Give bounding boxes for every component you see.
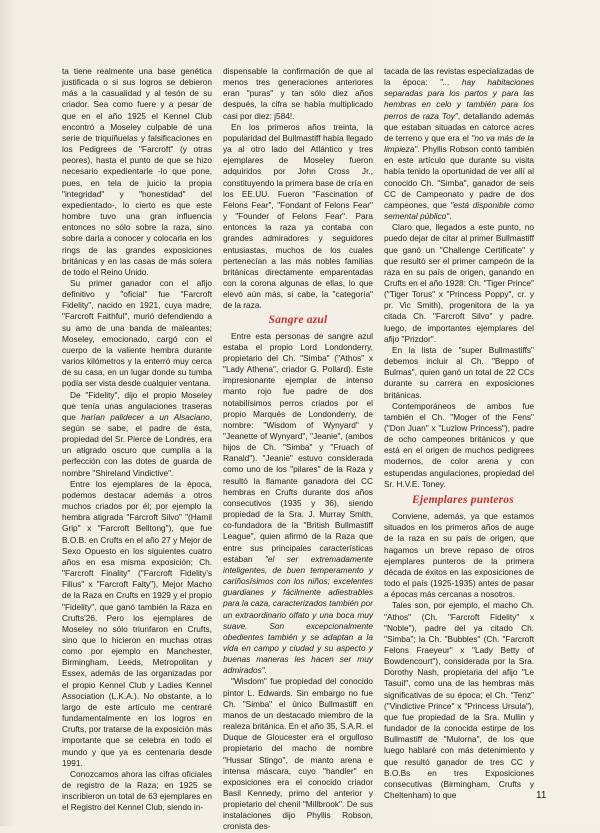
paragraph-text: , detallando además que estaban situadas en catorce acres de terreno y que era el [384,110,534,143]
paragraph: "Wisdom" fue propiedad del conocido pintor L. Edwards. Sin embargo no fue Ch. "Simba" el único Bullmastiff en manos de un destacado miembro de la realeza británica. En el año 35, S.A.R. el Duque de Gloucester era el orgulloso propietario del macho de nombre "Hussar Stingo", de manto arena e intensa máscara, cuyo "handler" en exposiciones era el conocido criador Basil Kennedy, primo del anterior y propietario del chenil "Millbrook". De sus instalaciones dijo Phyllis Robson, cronista des- [223,676,373,832]
quote-text: harían palidecer a un Alsaciano [81,411,210,422]
paragraph: Tales son, por ejemplo, el macho Ch. "Athos" (Ch. "Farcroft Fidelity" x "Noble"), padre del ya citado Ch. "Simba"; la Ch. "Bubbles" (Ch. "Farcroft Felons Fraeyeur" x "Lady Betty of Bowdencourt"), considerada por la Sra. Dorothy Nash, propietaria del afijo "Le Tasuil", como una de las hembras más significativas de su época; el Ch. "Tenz" ("Vindictive Prince" x "Princess Ursula"), que fue propiedad de la Sra. Mullin y fundador de la conocida estirpe de los Bullmastiff de "Mulorna", de los que luego hablaré con más detenimiento y que resultó ganador de tres CC y B.O.Bs en tres Exposiciones consecutivas (Birmingham, Crufts y Cheltenham) lo que [384,600,534,800]
paragraph: En los primeros años treinta, la popularidad del Bullmastiff había llegado ya al otro lado del Atlántico y tres ejemplares de Moseley fueron adquiridos por John Cross Jr., constituyendo la primera base de cría en los EE.UU. Fueron "Fascination of Felons Fear", "Fondant of Felons Fear" y "Founder of Felons Fear". Para entonces la raza ya contaba con grandes admiradores y seguidores entusiastas, muchos de los cuales pertenecían a las más nobles familias británicas directamente emparentadas con la corona algunas de ellas, lo que elevó aún más, si cabe, la "categoría" de la raza. [223,121,373,311]
section-heading: Sangre azul [268,314,328,327]
section-heading: Ejemplares punteros [412,493,514,506]
quote-text: "está disponible como semental público" [384,199,535,222]
paragraph [223,331,373,677]
paragraph-text: . [449,211,452,222]
paragraph-text: De "Fidelity", dijo el propio Moseley que tenía unas angulaciones traseras que [62,389,212,422]
text-column-3 [384,66,534,801]
paragraph-text: tacada de las revistas especializadas de la época: [384,66,534,88]
paragraph: ta tiene realmente una base genética justificada o si sus logros se debieron más a la casualidad y al tesón de su criador. Sea como fuere y a pesar de que en el año 1925 el Kennel Club encontró a Moseley culpable de una serie de triquiñuelas y falsificaciones en los Pedigrees de "Farcroft" (y otras peores), hasta el punto de que se hizo necesario expedientarle -lo que pone, pues, en tela de juicio la propia "integridad" y "honestidad" del expedientado-, lo cierto es que este hombre tuvo una gran influencia entonces no sólo sobre la raza, sino sobre darla a conocer y colocarla en los rings de las grandes exposiciones británicas y en las casas de más solera de todo el Reino Unido. [62,66,212,277]
text-column-1 [62,66,212,813]
page-number: 11 [536,790,547,801]
paragraph: Conviene, además, ya que estamos situados en los primeros años de auge de la raza en su país de origen, que hagamos un breve repaso de otros ejemplares punteros de la primera década de éxitos en las exposiciones de todo el país (1925-1935) antes de pasar a épocas más cercanas a nosotros. [384,511,534,600]
quote-text: "el ser extremadamente inteligentes, de buen temperamento y cariñosísimos con los niños; excelentes guardianes y fácilmente adiestrables para la caza, caracterizados también por un extraordinario olfato y una boca muy suave. Son excepcionalmente obedientes también y se adaptan a la vida en campo y ciudad y su aspecto y buenas maneras les hacen ser muy admirados". [223,553,373,676]
paragraph-text: , según se sabe, el padre de ésta, propiedad del Sr. Pierce de Londres, era un atigrado oscuro que cumplía a la perfección con las dotes de guarda de nombre "Shireland Vindictive". [62,411,212,478]
paragraph: Su primer ganador con el afijo definitivo y "oficial" fue "Farcroft Fidelity", nacido en 1921, cuya madre, "Farcroft Faithful", murió defendiendo a su amo de una banda de maleantes; Moseley, emocionado, cargó con el cuerpo de la valiente hembra durante varios kilómetros y la enterró muy cerca de su casa, en un lugar donde su tumba podía ser vista desde cualquier ventana. [62,277,212,389]
paragraph-text: Entre esta personas de sangre azul estaba el propio Lord Londonderry, propietario del Ch. "Simba" ("Athos" x "Lady Athena", criador G. Pollard). Este impresionante ejemplar de intenso manto rojo fue padre de dos notabilísimos perros criados por el propio Marqués de Londonderry, de nombre: "Wisdom of Wynyard" y "Jeanette of Wynyard", "Jeanie", (ambos hijos de Ch. "Simba" y "Fruach of Ranald"). "Jeanie" estuvo considerada como uno de los "pilares" de la Raza y resultó la flamante ganadora del CC hembras en Crufts durante dos años consecutivos (1935 y 36), siendo propiedad de la Sra. J. Murray Smith, co-fundadora de la "British Bullmastiff League", quien afirmó de la Raza que entre sus principales características estaban [223,330,373,564]
paragraph [384,66,534,222]
paragraph-text: . Phyllis Robson contó también en este artículo que durante su visita había tenido la oportunidad de ver allí al conocido Ch. "Simba", ganador de seis CC de Campeonato y padre de dos campeones, que [384,144,534,210]
paragraph: Contemporáneos de ambos fue también el Ch. "Moger of the Fens" ("Don Juan" x "Luzlow Princess"), padre de ocho campeones británicos y que está en el origen de muchos pedigrees modernos, de color arena y con estupendas angulaciones, propiedad del Sr. H.V.E. Toney. [384,400,534,489]
paragraph: Conozcamos ahora las cifras oficiales de registro de la Raza; en 1925 se inscribieron un total de 63 ejemplares en el Registro del Kennel Club, siendo in- [62,768,212,813]
paragraph: Claro que, llegados a este punto, no puedo dejar de citar al primer Bullmastiff que ganó un "Challenge Certificate" y que resultó ser el primer campeón de la raza en su país de origen, ganando en Crufts en el año 1928: Ch. "Tiger Prince" ("Tiger Torus" x "Princess Poppy", cr. y pr. Vic Smith), progenitora de la ya citada Ch. "Farcroft Silvo" y padre. luego, de importantes ejemplares del afijo "Prizdor". [384,222,534,344]
quote-text: "... hay habitaciones separadas para los partos y para las hembras en celo y también para los perros de raza Toy" [384,77,535,121]
quote-text: "no va más de la limpieza" [384,132,534,155]
paragraph: En la lista de "super Bullmastiffs" debemos incluir al Ch. "Beppo of Bulmas", quien ganó un total de 22 CCs durante su carrera en exposiciones británicas. [384,344,534,400]
paragraph [62,390,212,479]
paragraph: dispensable la confirmación de que al menos tres generaciones anteriores eran "puras" y tan sólo diez años después, la cifra se había multiplicado casi por diez: j584!. [223,66,373,121]
paragraph: Entre los ejemplares de la época, podemos destacar además a otros muchos criados por él; por ejemplo la hembra atigrada "Farcroft Silvo" "(Hamil Grip" x "Farcroft Belltong"), que fue B.O.B. en Crufts en el año 27 y Mejor de Sexo Opuesto en los siguientes cuatro años en esa misma exposición; Ch. "Farcroft Finality" ("Farcroft Fidelity's Filius" x "Farcroft Falty"), Mejor Macho de la Raza en Crufts en 1929 y el propio "Fidelity", que ganó también la Raza en Crufts'26. Pero los ejemplares de Moseley no sólo triunfaron en Crufts, sino que lo hicieron en muchas otras como por ejemplo en Manchester, Birmingham, Leeds, Metropolitan y Essex, además de las organizadas por el propio Kennel Club y Ladies Kennel Association (L.K.A.). No obstante, a lo largo de este artículo me centraré fundamentalmente en los logros en Crufts, por tratarse de la exposición más importante que se celebra en todo el mundo y que ya es centenaria desde 1991. [62,478,212,768]
text-column-2 [223,66,373,833]
